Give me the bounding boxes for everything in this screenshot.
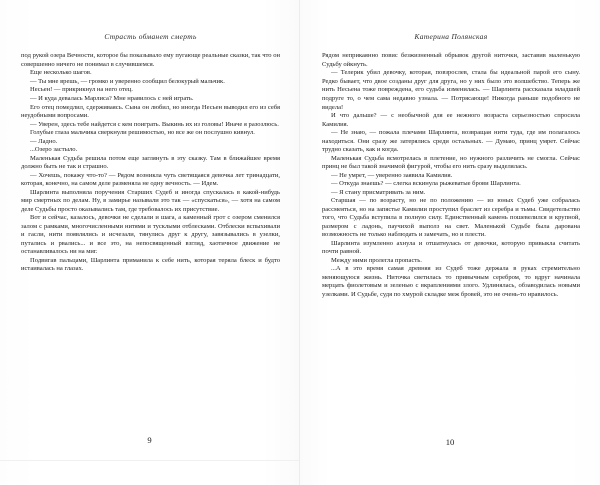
paragraph: Несьен! — прикрикнул на него отец. (30, 86, 133, 94)
paragraph: Шарлинта изумленно ахнула и отшатнулась от девочки, которую привыкла считать почти равной. (322, 239, 580, 256)
paragraph: Подвигав пальцами, Шарлинта приманила к себе нить, которая теряла блеск и будто истаивалась на глазах. (21, 256, 280, 273)
paragraph: — Ладно. (30, 137, 58, 145)
paragraph: — Уверен, здесь тебе найдется с кем поиграть. Выкинь их из головы! Иначе я разозлюсь. (30, 120, 279, 128)
paragraph: — Не знаю, — пожала плечами Шарлинта, возвращая нити туда, где им полагалось находиться. Они сразу же затерялись среди остальных. — Думаю, принц умрет. Сейчас трудно сказать, как и когда. (322, 129, 580, 154)
paragraph: Еще несколько шагов. (30, 69, 92, 77)
paragraph: Между ними пролегла пропасть. (331, 256, 422, 264)
paragraph: под рукой озера Вечности, которое бы показывало ему пугающе реальные сказки, так что он совершенно ничего не понимал в случившемся. (21, 52, 280, 68)
right-page-running-head: Катерина Полянская (414, 32, 488, 41)
paragraph: Маленькая Судьба решила потом еще заглянуть в эту сказку. Там в ближайшее время должно быть не так и страшно. (21, 154, 280, 171)
left-page-body (21, 52, 280, 273)
left-page-number: 9 (147, 435, 152, 446)
paragraph: — Ты мне врешь, — громко и уверенно сообщил белокурый мальчик. (30, 77, 225, 85)
paragraph: ...А в это время самая древняя из Судеб тоже держала в руках стремительно меняющуюся жизнь. Ниточка светилась то привычным серебром, то вдруг начинала мерцать фиолетовым и зеленью с вкраплениями злого. Удлинялась, обзаводилась новыми узелками. И Судьбе, судя по хмурой складке меж бровей, это не очень-то нравилось. (322, 265, 580, 298)
paragraph: Старшая — по возрасту, но не по положению — из юных Судеб уже собралась рассмеяться, но на запястье Камилии проступил браслет из серебра и тьмы. Свидетельство того, что Судьба вступила в полную силу. Единственный камень пошевелился и крупной, размером с ладонь, паучихой выполз на свет. Маленькой Судьбе была дарована возможность не только наблюдать и замечать, но и плести. (322, 197, 580, 239)
paragraph: — И куда девалась Марлиса? Мне нравилось с ней играть. (30, 94, 194, 102)
paragraph: Вот и сейчас, казалось, девочки не сделали и шага, а каменный грот с озером сменился залом с рамками, многочисленными нитями и тусклыми отблесками. Отблески вспыхивали и гасли, нити появлялись и исчезали, тянулись друг к другу, завязывались в узелки, путались и рвались... и все это, на непосвященный взгляд, хаотичное движение не останавливалось ни на миг. (21, 214, 280, 256)
paragraph: — Телерик убил девочку, которая, повзрослев, стала бы идеальной парой его сыну. Редко бывает, что двое созданы друг для друга, но у них было это волшебство. Теперь же нить Несьена тоже повреждена, его судьба изменилась. — Шарлинта рассказала младшей подруге то, о чем сама недавно узнала. — Потрясающе! Никогда раньше подобного не видела! (322, 69, 580, 111)
paragraph: И что дальше? — с необычной для ее нежного возраста серьезностью спросила Камилия. (322, 112, 580, 128)
paragraph: Маленькая Судьба всмотрелась в плетение, но нужного различить не смогла. Сейчас принц не был такой значимой фигурой, чтобы его нить сразу выделялась. (322, 154, 580, 171)
paragraph: Его отец помедлил, сдерживаясь. Сына он любил, но иногда Несьен выводил его из себя неудобными вопросами. (21, 103, 280, 120)
paragraph: — Не умрет, — уверенно заявила Камилия. (331, 171, 453, 179)
paragraph: — Откуда знаешь? — слегка вскинула рыжеватые брови Шарлинта. (331, 180, 521, 188)
paragraph: ...Озеро застыло. (30, 146, 78, 154)
left-page-running-head: Страсть обманет смерть (104, 32, 197, 41)
right-page (300, 0, 600, 485)
paragraph: Шарлинта выполняла поручения Старших Судеб и иногда спускалась в какой-нибудь мир смертных по делам. Ну, в замирье называли это так — «спускаться», — хотя на самом деле Судьбы просто оказывались там, где требовалось их присутствие. (21, 188, 280, 213)
paragraph: Голубые глаза мальчика сверкнули решимостью, но все же он послушно кивнул. (30, 129, 255, 137)
paragraph: Рядом неприкаянно повис безжизненный обрывок другой ниточки, заставив маленькую Судьбу ойкнуть. (322, 52, 580, 68)
right-page-body (322, 52, 580, 299)
paragraph: — Я стану присматривать за ним. (331, 188, 426, 196)
right-page-number: 10 (445, 437, 455, 448)
paragraph: — Хочешь, покажу что-то? — Рядом возникла чуть светящаяся девочка лет тринадцати, которая, конечно, на самом деле разменяла не одну вечность. — Идем. (21, 171, 280, 188)
